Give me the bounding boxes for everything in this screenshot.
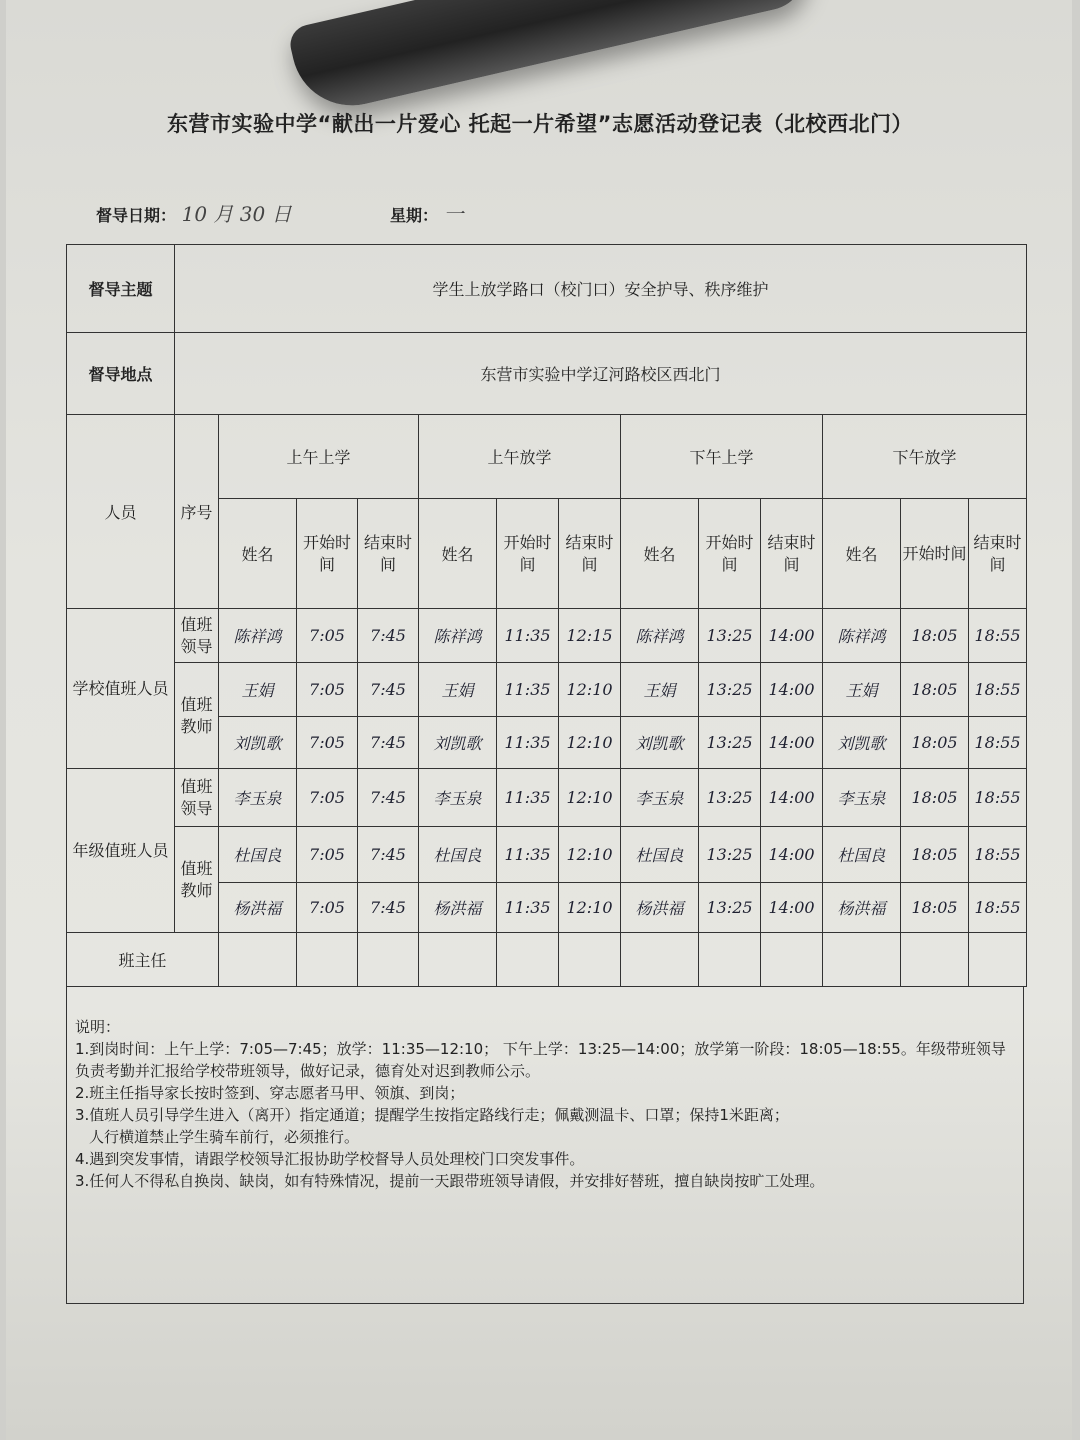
end-time-cell: 18:55 [969,663,1027,717]
date-value: 10 月 30 日 [181,202,292,226]
start-time-cell: 11:35 [497,883,559,933]
name-col-header: 姓名 [419,499,497,609]
start-time-cell: 11:35 [497,827,559,883]
end-time-cell: 7:45 [358,769,419,827]
note-line: 3.任何人不得私自换岗、缺岗，如有特殊情况，提前一天跟带班领导请假，并安排好替班，擅自缺岗按旷工处理。 [75,1172,825,1190]
name-col-header: 姓名 [219,499,297,609]
note-line: 1.到岗时间：上午上学：7:05—7:45；放学：11:35—12:10； 下午上学：13:25—14:00；放学第一阶段：18:05—18:55。年级带班领导负责考勤并汇报给学校带班领导，做好记录，德育处对迟到教师公示。 [75,1040,1006,1080]
end-time-cell: 18:55 [969,609,1027,663]
role-cell: 值班教师 [175,827,219,933]
signature-cell: 王娟 [823,663,901,717]
start-time-cell: 7:05 [297,717,358,769]
topic-value: 学生上放学路口（校门口）安全护导、秩序维护 [175,245,1027,333]
homeroom-row [67,933,1027,987]
signature-cell: 李玉泉 [419,769,497,827]
signature-cell: 陈祥鸿 [219,609,297,663]
signature-cell: 陈祥鸿 [621,609,699,663]
weekday-label: 星期： [390,206,439,225]
table-row [67,609,1027,663]
end-time-cell: 7:45 [358,883,419,933]
start-col-header: 开始时间 [297,499,358,609]
start-col-header: 开始时间 [497,499,559,609]
period-header: 下午上学 [621,415,823,499]
signature-cell: 刘凯歌 [621,717,699,769]
start-col-header: 开始时间 [901,499,969,609]
end-time-cell: 7:45 [358,663,419,717]
signature-cell: 李玉泉 [621,769,699,827]
end-col-header: 结束时间 [358,499,419,609]
end-time-cell: 12:15 [559,609,621,663]
personnel-header: 人员 [67,415,175,609]
start-time-cell: 11:35 [497,769,559,827]
start-time-cell: 11:35 [497,663,559,717]
signature-cell: 陈祥鸿 [823,609,901,663]
signature-cell: 陈祥鸿 [419,609,497,663]
end-time-cell: 18:55 [969,717,1027,769]
start-time-cell: 13:25 [699,663,761,717]
signature-cell: 杨洪福 [219,883,297,933]
end-time-cell: 12:10 [559,769,621,827]
signature-cell: 杜国良 [419,827,497,883]
role-cell: 值班领导 [175,609,219,663]
signature-cell: 李玉泉 [823,769,901,827]
end-time-cell: 18:55 [969,827,1027,883]
signature-cell: 刘凯歌 [219,717,297,769]
notes-heading: 说明： [75,1018,121,1036]
table-row [67,663,1027,717]
start-col-header: 开始时间 [699,499,761,609]
signature-cell: 刘凯歌 [823,717,901,769]
end-time-cell: 14:00 [761,827,823,883]
role-cell: 值班教师 [175,663,219,769]
end-time-cell: 12:10 [559,883,621,933]
end-time-cell: 14:00 [761,609,823,663]
start-time-cell: 18:05 [901,609,969,663]
signature-cell: 刘凯歌 [419,717,497,769]
end-time-cell: 12:10 [559,663,621,717]
end-time-cell: 18:55 [969,883,1027,933]
signature-cell: 李玉泉 [219,769,297,827]
registration-table [66,244,1027,987]
start-time-cell: 18:05 [901,883,969,933]
weekday-field [390,198,464,227]
start-time-cell: 13:25 [699,883,761,933]
end-col-header: 结束时间 [969,499,1027,609]
location-label: 督导地点 [67,333,175,415]
role-cell: 值班领导 [175,769,219,827]
start-time-cell: 7:05 [297,883,358,933]
note-line: 3.值班人员引导学生进入（离开）指定通道；提醒学生按指定路线行走；佩戴测温卡、口罩；保持1米距离； [75,1106,789,1124]
end-col-header: 结束时间 [761,499,823,609]
period-header: 上午上学 [219,415,419,499]
signature-cell: 杨洪福 [823,883,901,933]
end-time-cell: 14:00 [761,769,823,827]
homeroom-label: 班主任 [67,933,219,987]
name-col-header: 姓名 [621,499,699,609]
period-header: 上午放学 [419,415,621,499]
start-time-cell: 13:25 [699,827,761,883]
table-row [67,769,1027,827]
end-col-header: 结束时间 [559,499,621,609]
end-time-cell: 7:45 [358,609,419,663]
start-time-cell: 11:35 [497,609,559,663]
table-row [67,827,1027,883]
start-time-cell: 13:25 [699,769,761,827]
signature-cell: 杨洪福 [621,883,699,933]
end-time-cell: 12:10 [559,827,621,883]
signature-cell: 杨洪福 [419,883,497,933]
period-header: 下午放学 [823,415,1027,499]
start-time-cell: 11:35 [497,717,559,769]
start-time-cell: 18:05 [901,717,969,769]
end-time-cell: 7:45 [358,717,419,769]
note-line: 4.遇到突发事情，请跟学校领导汇报协助学校督导人员处理校门口突发事件。 [75,1150,585,1168]
date-field [96,198,292,227]
grade-duty-group: 年级值班人员 [67,769,175,933]
start-time-cell: 7:05 [297,663,358,717]
end-time-cell: 7:45 [358,827,419,883]
notes-section [66,986,1024,1304]
location-value: 东营市实验中学辽河路校区西北门 [175,333,1027,415]
form-title: 东营市实验中学“献出一片爱心 托起一片希望”志愿活动登记表（北校西北门） [167,112,913,136]
end-time-cell: 18:55 [969,769,1027,827]
signature-cell: 王娟 [621,663,699,717]
topic-label: 督导主题 [67,245,175,333]
signature-cell: 王娟 [419,663,497,717]
start-time-cell: 13:25 [699,609,761,663]
school-duty-group: 学校值班人员 [67,609,175,769]
start-time-cell: 7:05 [297,769,358,827]
signature-cell: 王娟 [219,663,297,717]
weekday-value: 一 [443,202,464,226]
note-line: 人行横道禁止学生骑车前行，必须推行。 [89,1128,360,1146]
note-line: 2.班主任指导家长按时签到、穿志愿者马甲、领旗、到岗； [75,1084,465,1102]
start-time-cell: 7:05 [297,827,358,883]
signature-cell: 杜国良 [219,827,297,883]
end-time-cell: 14:00 [761,717,823,769]
date-label: 督导日期： [96,206,177,225]
seq-header: 序号 [175,415,219,609]
start-time-cell: 18:05 [901,769,969,827]
end-time-cell: 12:10 [559,717,621,769]
signature-cell: 杜国良 [621,827,699,883]
end-time-cell: 14:00 [761,663,823,717]
end-time-cell: 14:00 [761,883,823,933]
start-time-cell: 18:05 [901,663,969,717]
name-col-header: 姓名 [823,499,901,609]
start-time-cell: 13:25 [699,717,761,769]
signature-cell: 杜国良 [823,827,901,883]
start-time-cell: 7:05 [297,609,358,663]
start-time-cell: 18:05 [901,827,969,883]
